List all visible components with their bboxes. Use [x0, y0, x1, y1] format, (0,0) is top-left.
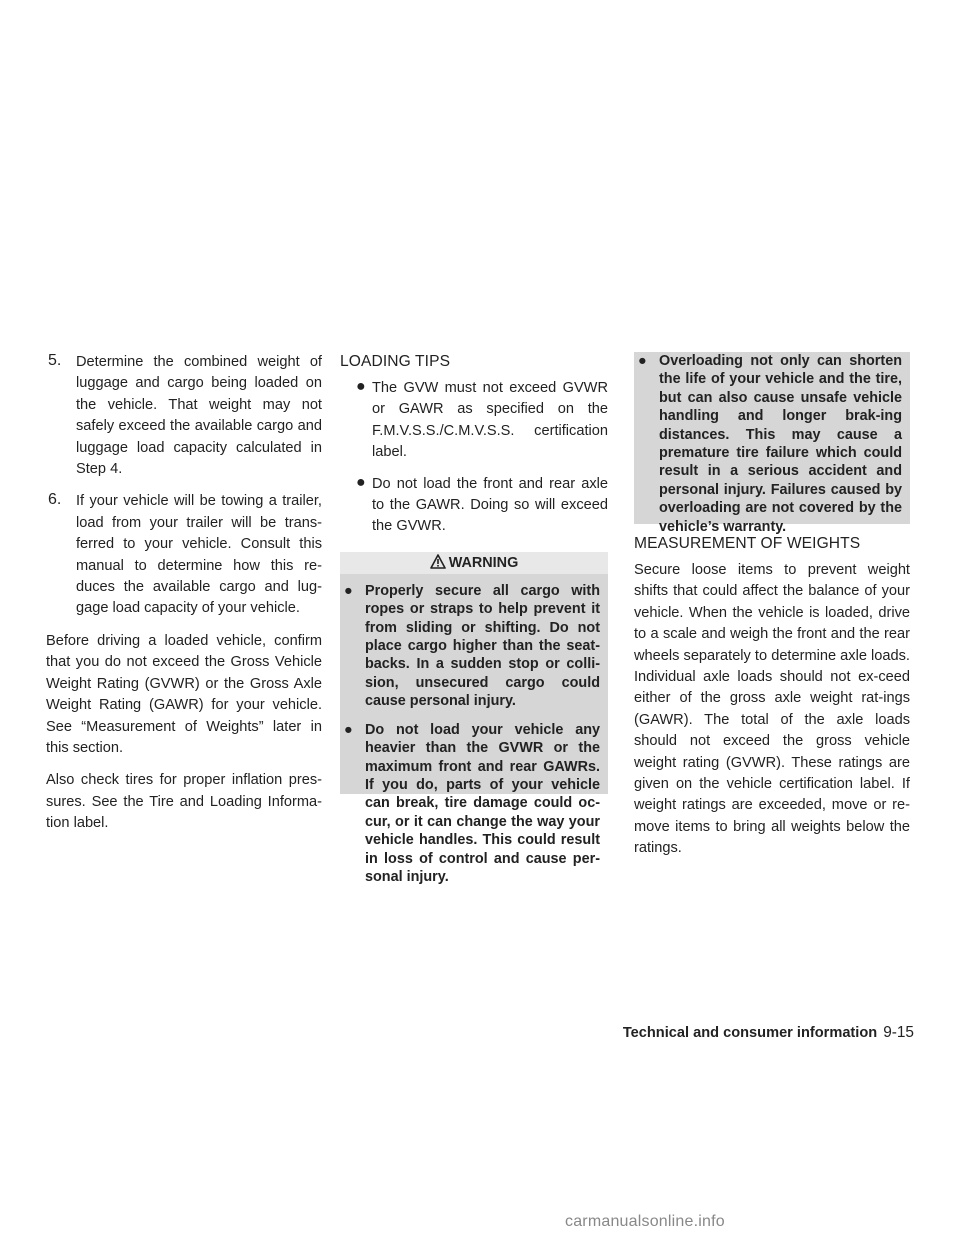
measurement-paragraph: Secure loose items to prevent weight shifts that could affect the balance of your vehicle. When the vehicle is loaded, drive to a scale and weigh the front and the rear wheels separately to determine axle loads. Individual axle loads should not ex-ceed either of the gross axle weight rat-ings (GAWR). The total of the axle loads should not exceed the gross vehicle weight rating (GVWR). These ratings are given on the vehicle certification label. If weight ratings are exceeded, move or re-move items to bring all weights below the ratings. — [634, 562, 910, 857]
bullet-text: The GVW must not exceed GVWR or GAWR as specified on the F.M.V.S.S./C.M.V.S.S. certification label. — [372, 380, 608, 461]
column-2 — [340, 352, 608, 885]
loading-tips-heading: LOADING TIPS — [340, 353, 451, 370]
paragraph-gvwr: Before driving a loaded vehicle, confirm that you do not exceed the Gross Vehicle Weight Rating (GVWR) or the Gross Axle Weight Rating (GAWR) for your vehicle. See “Measurement of Weights” later in this section. — [46, 632, 322, 756]
page-number: 9-15 — [883, 1024, 914, 1041]
warning-triangle-icon — [430, 554, 446, 569]
warning-box — [340, 552, 608, 885]
column-3 — [634, 352, 910, 860]
page-footer — [594, 1024, 914, 1042]
measurement-heading: MEASUREMENT OF WEIGHTS — [634, 535, 861, 552]
watermark: carmanualsonline.info — [565, 1213, 725, 1230]
warning-text: Do not load your vehicle any heavier than the GVWR or the maximum front and rear GAWRs. If you do, parts of your vehicle can break, tire damage could oc-cur, or it can change the way your vehicle handles. This could result in loss of control and cause per-sonal injury. — [365, 721, 600, 885]
step-text: If your vehicle will be towing a trailer, load from your trailer will be trans-ferred to your vehicle. Consult this manual to determine how this re-duces the available cargo and lug-gage load capacity of your vehicle. — [76, 493, 322, 617]
column-1 — [46, 352, 322, 835]
bullet-icon: ● — [356, 473, 366, 491]
step-number: 5. — [48, 352, 62, 369]
loading-tip-2 — [340, 474, 608, 538]
warning-header — [340, 552, 608, 574]
step-5 — [48, 352, 322, 480]
warning-text: Overloading not only can shorten the life of your vehicle and the tire, but can also cause unsafe vehicle handling and longer brak-ing distances. This may cause a premature tire failure which could result in a serious accident and personal injury. Failures caused by overloading are not covered by the vehicle’s warranty. — [659, 353, 902, 535]
warning-item-3 — [638, 352, 902, 536]
step-6 — [48, 491, 322, 619]
step-text: Determine the combined weight of luggage and cargo being loaded on the vehicle. That weight may not safely exceed the available cargo and luggage load capacity calculated in Step 4. — [76, 354, 322, 478]
warning-text: Properly secure all cargo with ropes or straps to help prevent it from sliding or shifting. Do not place cargo higher than the seat-backs. In a sudden stop or colli-sion, unsecured cargo could cause personal injury. — [365, 582, 600, 710]
bullet-icon: ● — [638, 353, 647, 369]
warning-body — [634, 352, 910, 542]
bullet-icon: ● — [344, 582, 353, 599]
bullet-icon: ● — [356, 378, 366, 395]
warning-item-1 — [344, 582, 600, 711]
step-number: 6. — [48, 491, 62, 509]
bullet-icon: ● — [344, 721, 353, 738]
warning-item-2 — [344, 721, 600, 887]
warning-title: WARNING — [448, 554, 519, 571]
bullet-text: Do not load the front and rear axle to the GAWR. Doing so will exceed the GVWR. — [372, 475, 608, 535]
warning-body — [340, 574, 608, 903]
footer-section-title: Technical and consumer information — [622, 1025, 878, 1041]
warning-box-continued — [634, 352, 910, 535]
paragraph-inflation: Also check tires for proper inflation pres-sures. See the Tire and Loading Informa-tion label. — [46, 772, 322, 832]
loading-tip-1 — [340, 378, 608, 464]
